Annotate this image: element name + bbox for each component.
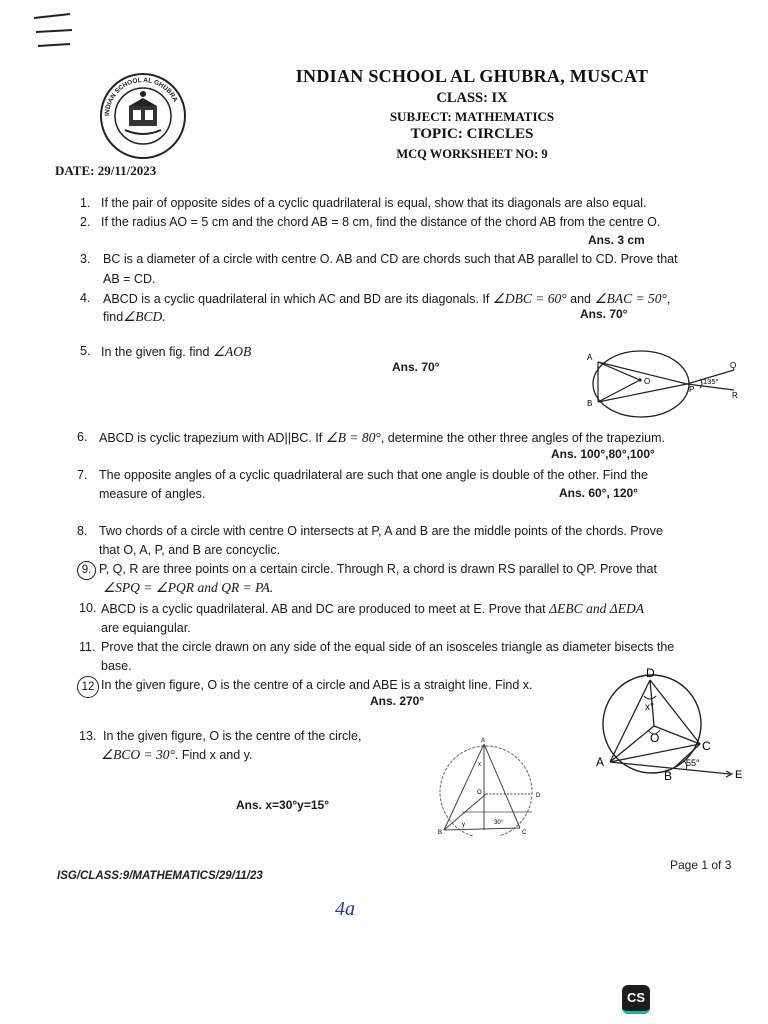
q12-text: In the given figure, O is the centre of a circle and ABE is a straight line. Find x. [101, 678, 533, 692]
fig12-label-o: O [650, 731, 660, 745]
q8-text-line1: Two chords of a circle with centre O intersects at P, A and B are the middle points of the chords. Prove [99, 524, 663, 538]
q11-text-line1: Prove that the circle drawn on any side of the equal side of an isosceles triangle as diameter bisects the [101, 640, 675, 654]
fig5-label-a: A [587, 353, 593, 362]
fig12-label-d: D [646, 666, 655, 680]
q5-text: In the given fig. find ∠AOB [101, 344, 252, 359]
fig13-label-x: x [478, 762, 481, 768]
fig12-label-a: A [596, 755, 605, 769]
q3-text-line2: AB = CD. [103, 272, 156, 286]
date-label: DATE: 29/11/2023 [55, 163, 157, 178]
q12-circled-number: 12 [77, 676, 99, 698]
q4-math-bcd: ∠BCD. [123, 309, 166, 324]
worksheet-line: MCQ WORKSHEET NO: 9 [396, 147, 548, 161]
q10-text-line1: ABCD is a cyclic quadrilateral. AB and DC are produced to meet at E. Prove that ΔEBC and ΔEDA [101, 601, 644, 616]
subject-line: SUBJECT: MATHEMATICS [389, 109, 555, 124]
figure-q12 [592, 664, 752, 788]
page-number: Page 1 of 3 [670, 858, 732, 872]
q5-answer: Ans. 70° [392, 360, 440, 374]
topic-line: TOPIC: CIRCLES [410, 126, 534, 142]
logo-text: INDIAN SCHOOL AL GHUBRA [103, 76, 179, 117]
scanner-badge-icon: CS [622, 985, 650, 1014]
fig13-label-d: D [536, 793, 541, 799]
q13-answer: Ans. x=30°y=15° [236, 798, 329, 812]
q1-text: If the pair of opposite sides of a cyclic quadrilateral is equal, show that its diagonals are also equal. [101, 196, 647, 210]
fig12-label-c: C [702, 739, 711, 753]
fig12-label-e: E [735, 769, 743, 781]
q11-text-line2: base. [101, 659, 132, 673]
q2-number: 2. [80, 215, 91, 229]
fig5-label-q: Q [730, 361, 737, 370]
q4-math-dbc: ∠DBC = 60° [492, 291, 567, 306]
q13-text-line2: ∠BCO = 30°. Find x and y. [101, 747, 253, 762]
handwritten-mark: 4a [335, 898, 355, 920]
fig5-label-r: R [732, 391, 738, 400]
fig12-label-x: x° [645, 702, 654, 713]
q7-text-line2: measure of angles. [99, 487, 206, 501]
q13-math-bco: ∠BCO = 30° [101, 747, 175, 762]
q12-number [77, 676, 99, 698]
fig12-angle: 55° [686, 758, 700, 768]
q4-number: 4. [80, 291, 91, 305]
fig13-label-b: B [438, 830, 443, 836]
q2-answer: Ans. 3 cm [588, 233, 645, 247]
school-name: INDIAN SCHOOL AL GHUBRA, MUSCAT [295, 66, 649, 86]
q7-answer: Ans. 60°, 120° [559, 486, 638, 500]
figure-q13 [428, 736, 556, 836]
fig5-label-o: O [644, 377, 651, 386]
q9-math-sides: QR = PA. [221, 580, 274, 595]
fig5-label-b: B [587, 399, 593, 408]
q3-number: 3. [80, 252, 91, 266]
footer-code: ISG/CLASS:9/MATHEMATICS/29/11/23 [57, 870, 263, 882]
q4-math-bac: ∠BAC = 50° [594, 291, 667, 306]
fig12-label-b: B [664, 769, 673, 783]
q6-text: ABCD is cyclic trapezium with AD||BC. If ∠B = 80°, determine the other three angles of the trapezium. [99, 430, 666, 445]
fig13-label-o: O [477, 790, 482, 796]
q2-text: If the radius AO = 5 cm and the chord AB = 8 cm, find the distance of the chord AB from the centre O. [101, 215, 661, 229]
q4-text-line2: find∠BCD. [103, 309, 166, 324]
q10-math-ebc: ΔEBC [549, 601, 583, 616]
figure-q5 [584, 348, 744, 422]
staple-marks [30, 8, 78, 50]
q4-text-line1: ABCD is a cyclic quadrilateral in which AC and BD are its diagonals. If ∠DBC = 60° and ∠BAC = 50°, [103, 291, 671, 306]
fig13-label-y: y [462, 822, 465, 828]
q5-number: 5. [80, 344, 91, 358]
q13-text-line1: In the given figure, O is the centre of the circle, [103, 729, 362, 743]
q9-math-angles: ∠SPQ = ∠PQR [103, 580, 195, 595]
fig13-label-c: C [522, 830, 527, 836]
q8-number: 8. [77, 524, 88, 538]
q5-math-aob: ∠AOB [212, 344, 252, 359]
fig13-label-a: A [481, 738, 486, 744]
q10-math-eda: ΔEDA [609, 601, 644, 616]
q13-number: 13. [79, 729, 97, 743]
q9-number [77, 560, 96, 580]
q6-answer: Ans. 100°,80°,100° [551, 447, 655, 461]
q12-answer: Ans. 270° [370, 694, 425, 708]
q6-number: 6. [77, 430, 88, 444]
fig5-label-p: P [689, 385, 695, 394]
q9-text-line1: P, Q, R are three points on a certain circle. Through R, a chord is drawn RS parallel to QP. Prove that [99, 562, 657, 576]
fig5-angle: 135° [703, 377, 719, 386]
q9-circled-number: 9. [77, 561, 96, 580]
q10-number: 10. [79, 601, 97, 615]
q8-text-line2: that O, A, P, and B are concyclic. [99, 543, 281, 557]
q6-math-b: ∠B = 80° [325, 430, 381, 445]
q7-text-line1: The opposite angles of a cyclic quadrilateral are such that one angle is double of the other. Find the [99, 468, 648, 482]
q1-number: 1. [80, 196, 91, 210]
class-line: CLASS: IX [436, 90, 508, 106]
q3-text-line1: BC is a diameter of a circle with centre O. AB and CD are chords such that AB parallel to CD. Prove that [103, 252, 678, 266]
q4-answer: Ans. 70° [580, 307, 628, 321]
q10-text-line2: are equiangular. [101, 621, 191, 635]
fig13-angle: 30° [494, 820, 504, 826]
q11-number: 11. [79, 640, 96, 654]
q7-number: 7. [77, 468, 88, 482]
q9-text-line2: ∠SPQ = ∠PQR and QR = PA. [103, 580, 274, 595]
